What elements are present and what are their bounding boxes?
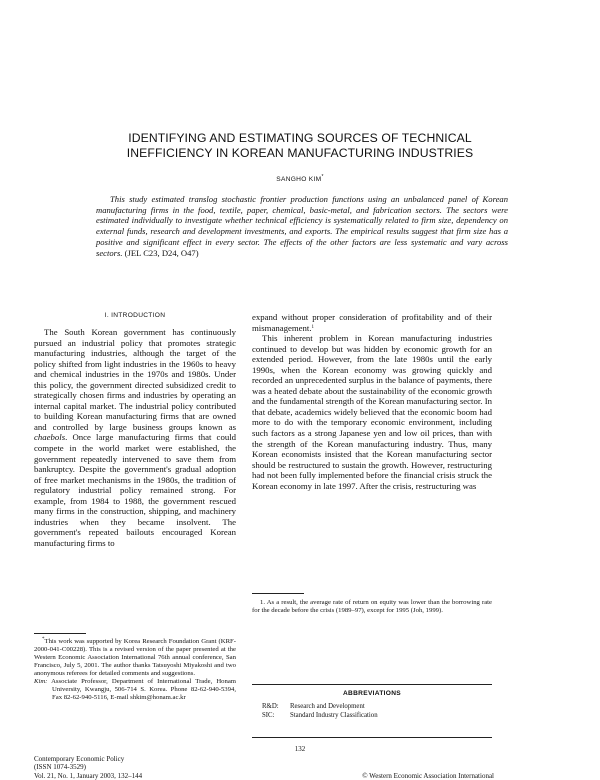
journal-issn: (ISSN 1074-3529)	[34, 763, 86, 772]
author-footnote-mark: *	[321, 174, 324, 180]
abbreviations-list	[252, 703, 492, 720]
footnote-1-mark: 1	[311, 324, 315, 330]
footnote-1: 1. As a result, the average rate of return on equity was lower than the borrowing rate for the decade before the crisis (1989–97), except for 1995 (Joh, 1999).	[252, 599, 492, 614]
abbreviation-key: SIC:	[262, 711, 275, 719]
abstract-jel-codes: (JEL C23, D24, O47)	[124, 247, 199, 258]
intro-paragraph-1	[34, 327, 236, 548]
footnote-author-text: Associate Professor, Department of International Trade, Honam University, Kwangju, 506-714 S. Korea. Phone 82-62-940-5394, Fax 82-62-940-5116, E-mail shkim@honam.ac.kr	[51, 678, 237, 701]
abstract-text: This study estimated translog stochastic frontier production functions using an unbalanced panel of Korean manufacturing firms in the food, textile, paper, chemical, basic-metal, and fabrication sectors. The sectors were estimated individually to investigate whether technical efficiency is systematically related to firm size, dependency on external funds, research and development investments, and exports. The empirical results suggest that firm size has a positive and significant effect in every sector. The effects of the other factors are less systematic and vary across sectors.	[96, 194, 508, 258]
journal-info	[34, 755, 142, 780]
paper-title	[0, 131, 600, 161]
right-column	[252, 312, 492, 491]
footnote-author-affiliation	[34, 678, 236, 702]
intro-paragraph-2: This inherent problem in Korean manufacturing industries continued to develop but was hidden by economic growth for an extended period. However, from the late 1980s until the early 1990s, when the Korean economy was growing quickly and recorded an unprecedented surplus in the balance of payments, there was a heated debate about the sustainability of the economic growth and the fundamental strength of the Korean manufacturing sector. In that debate, academics widely believed that the economic boom had more to do with the temporary economic environment, including such factors as a strong Japanese yen and low oil prices, than with the strength of the Korean manufacturing industry. Thus, many Korean economists insisted that the Korean manufacturing sector should be restructured to sustain the growth. However, restructuring had not been fully implemented before the financial crisis struck the Korean economy in late 1997. After the crisis, restructuring was	[252, 333, 492, 491]
intro-paragraph-1-text: The South Korean government has continuously pursued an industrial policy that promotes strategic manufacturing industries, although the target of the policy shifted from light industries in the 1960s to heavy and chemical industries in the 1970s and 1980s. Under this policy, the government directed subsidized credit to strategically chosen firms and industries by operating an internal capital market. The industrial policy contributed to building Korean manufacturing firms that are owned and controlled by large business groups known as	[34, 327, 236, 432]
intro-paragraph-1-rest: . Once large manufacturing firms that could compete in the world market were established, the government repeatedly intervened to save them from bankruptcy. Despite the government's gradual adoption of free market mechanisms in the 1980s, the tradition of regulatory industrial policy remained strong. For example, from 1984 to 1988, the government rescued many firms in the construction, shipping, and machinery industries when they became insolvent. The government's repeated bailouts encouraged Korean manufacturing firms to	[34, 432, 236, 548]
title-line-2: INEFFICIENCY IN KOREAN MANUFACTURING INDUSTRIES	[126, 146, 474, 160]
abbreviations-title: ABBREVIATIONS	[343, 690, 401, 697]
footnote-acknowledgement-text: This work was supported by Korea Research Foundation Grant (KRF-2000-041-C00228). This is a revised version of the paper presented at the Western Economic Association International 76th annual conference, San Francisco, July 5, 2001. The author thanks Tatsuyoshi Miyakoshi and two anonymous referees for detailed comments and suggestions.	[34, 638, 236, 677]
abbreviation-definition: Research and Development	[290, 703, 365, 710]
left-footnotes	[34, 638, 236, 702]
chaebols-term: chaebols	[34, 432, 66, 443]
footnote-rule-right	[252, 593, 304, 594]
abbreviations-box	[252, 684, 492, 738]
intro-paragraph-1-continued-text: expand without proper consideration of profitability and of their mismanagement.	[252, 312, 492, 333]
abbreviation-key: R&D:	[262, 703, 279, 710]
journal-volume: Vol. 21, No. 1, January 2003, 132–144	[34, 771, 143, 780]
footnote-author-label: Kim:	[34, 678, 48, 685]
title-line-1: IDENTIFYING AND ESTIMATING SOURCES OF TECHNICAL	[128, 131, 472, 145]
author-name	[0, 176, 600, 184]
copyright-notice: © Western Economic Association International	[362, 772, 494, 780]
abstract	[96, 194, 508, 258]
right-footnotes	[252, 599, 492, 615]
author-name-text: SANGHO KIM	[276, 176, 322, 183]
section-heading-introduction: I. INTRODUCTION	[104, 312, 166, 319]
abbreviation-definition: Standard Industry Classification	[290, 711, 378, 719]
abbreviation-item	[262, 712, 492, 721]
journal-name: Contemporary Economic Policy	[34, 755, 125, 763]
abbreviation-item	[262, 703, 492, 712]
footnote-rule-left	[34, 633, 86, 634]
intro-paragraph-1-continued	[252, 312, 492, 333]
left-column	[34, 312, 236, 548]
footnote-star-mark: *	[42, 637, 45, 642]
page-number: 132	[294, 745, 306, 753]
footnote-acknowledgement	[34, 638, 236, 678]
